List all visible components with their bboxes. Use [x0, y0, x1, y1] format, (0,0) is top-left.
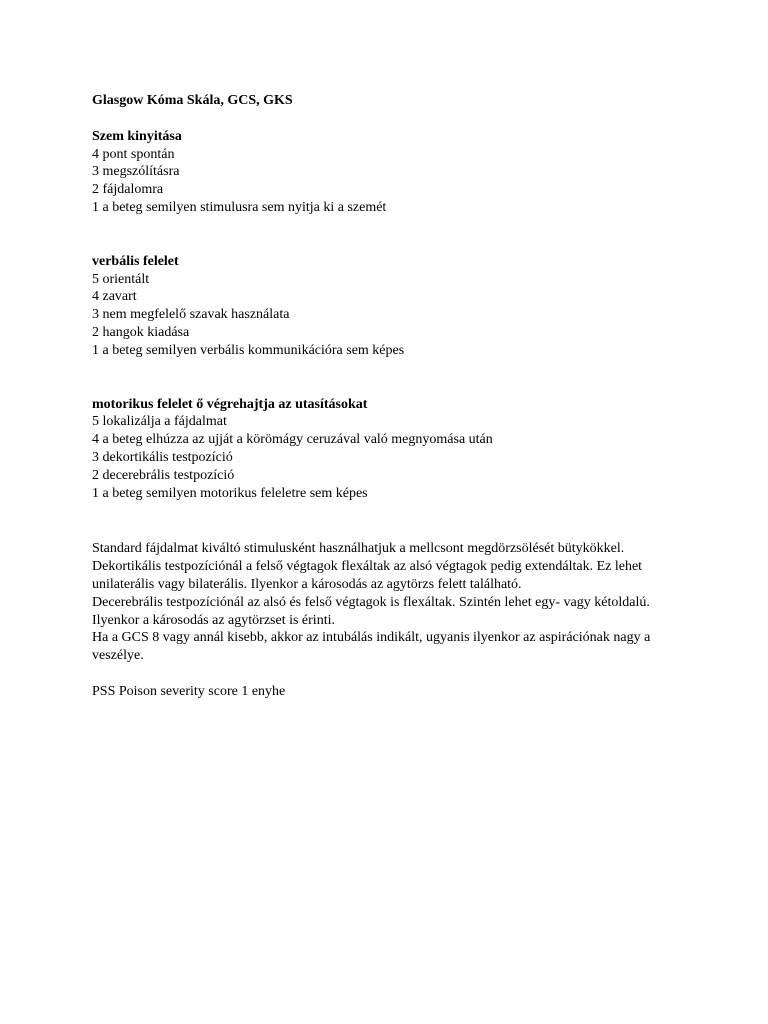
note-paragraph: Standard fájdalmat kiváltó stimulusként használhatjuk a mellcsont megdörzsölését bütykökkel.	[92, 541, 625, 557]
motor-item: 2 decerebrális testpozíció	[92, 467, 235, 483]
document-title: Glasgow Kóma Skála, GCS, GKS	[92, 93, 293, 108]
verbal-item: 1 a beteg semilyen verbális kommunikációra sem képes	[92, 342, 405, 358]
verbal-item: 4 zavart	[92, 289, 137, 305]
motor-item: 5 lokalizálja a fájdalmat	[92, 414, 227, 430]
document-page	[92, 92, 692, 701]
eye-item: 3 megszólításra	[92, 164, 180, 180]
motor-item: 4 a beteg elhúzza az ujját a körömágy ceruzával való megnyomása után	[92, 432, 493, 448]
eye-item: 2 fájdalomra	[92, 182, 164, 198]
verbal-item: 3 nem megfelelő szavak használata	[92, 307, 290, 323]
motor-item: 1 a beteg semilyen motorikus feleletre sem képes	[92, 485, 368, 501]
note-paragraph: Dekortikális testpozíciónál a felső végtagok flexáltak az alsó végtagok pedig extendáltak. Ez lehet unilaterális vagy bilaterális. Ilyenkor a károsodás az agytörzs felett található.	[92, 559, 643, 592]
verbal-item: 2 hangok kiadása	[92, 324, 190, 340]
eye-opening-heading: Szem kinyitása	[92, 128, 182, 144]
note-paragraph: Decerebrális testpozíciónál az alsó és felső végtagok is flexáltak. Szintén lehet egy- vagy kétoldalú. Ilyenkor a károsodás az agytörzset is érinti.	[92, 594, 650, 628]
note-paragraph: Ha a GCS 8 vagy annál kisebb, akkor az intubálás indikált, ugyanis ilyenkor az aspirációnak nagy a veszélye.	[92, 630, 651, 664]
motor-item: 3 dekortikális testpozíció	[92, 449, 233, 465]
motor-response-heading: motorikus felelet ő végrehajtja az utasításokat	[92, 396, 368, 412]
verbal-response-heading: verbális felelet	[92, 253, 179, 269]
eye-item: 4 pont spontán	[92, 146, 175, 162]
eye-item: 1 a beteg semilyen stimulusra sem nyitja ki a szemét	[92, 199, 387, 215]
verbal-item: 5 orientált	[92, 271, 150, 287]
footer-note: PSS Poison severity score 1 enyhe	[92, 683, 286, 699]
